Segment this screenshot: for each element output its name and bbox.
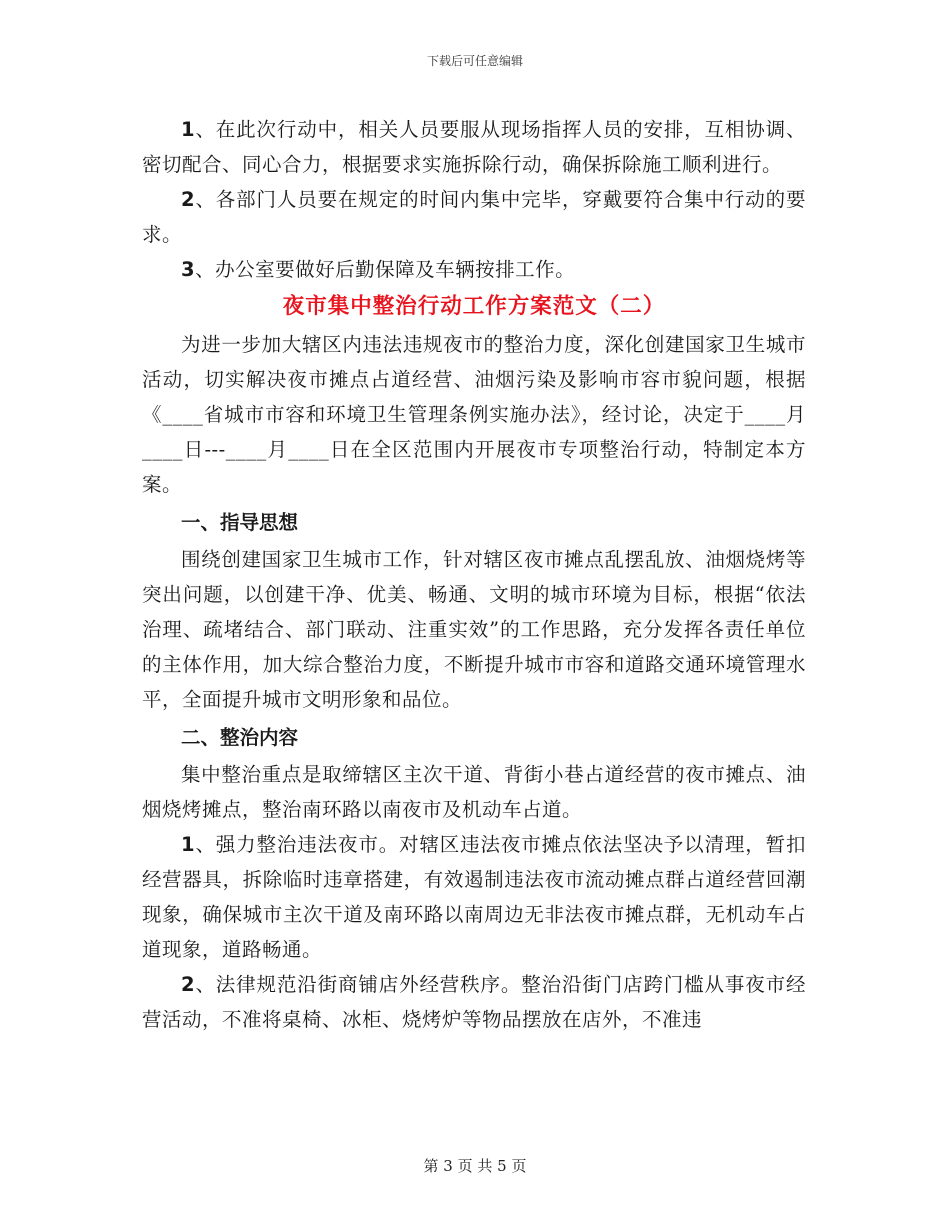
paragraph-item-2	[142, 182, 806, 252]
item-number: 1	[181, 118, 196, 141]
item-text: 、强力整治违法夜市。对辖区违法夜市摊点依法坚决予以清理，暂扣经营器具，拆除临时违章搭建，有效遏制违法夜市流动摊点群占道经营回潮现象，确保城市主次干道及南环路以南周边无非法夜市摊点群，无机动车占道现象，道路畅通。	[142, 833, 806, 961]
document-body	[142, 112, 806, 1037]
paragraph-item-3	[142, 252, 806, 287]
item-text: 、在此次行动中，相关人员要服从现场指挥人员的安排，互相协调、密切配合、同心合力，根据要求实施拆除行动，确保拆除施工顺利进行。	[142, 118, 806, 176]
section-heading-rectification-content: 二、整治内容	[181, 726, 299, 749]
item-number: 2	[181, 973, 196, 996]
paragraph-content-intro: 集中整治重点是取缔辖区主次干道、背街小巷占道经营的夜市摊点、油烟烧烤摊点，整治南环路以南夜市及机动车占道。	[142, 763, 806, 821]
section-heading-guiding-ideology: 一、指导思想	[181, 511, 299, 534]
item-text: 、各部门人员要在规定的时间内集中完毕，穿戴要符合集中行动的要求。	[142, 188, 806, 246]
paragraph-content-item-2	[142, 967, 806, 1037]
page-footer: 第 3 页 共 5 页	[423, 1157, 527, 1175]
item-text: 、办公室要做好后勤保障及车辆按排工作。	[195, 258, 576, 281]
item-text: 、法律规范沿街商铺店外经营秩序。整治沿街门店跨门槛从事夜市经营活动，不准将桌椅、冰柜、烧烤炉等物品摆放在店外，不准违	[142, 973, 806, 1031]
paragraph-guiding-ideology: 围绕创建国家卫生城市工作，针对辖区夜市摊点乱摆乱放、油烟烧烤等突出问题，以创建干净、优美、畅通、文明的城市环境为目标，根据“依法治理、疏堵结合、部门联动、注重实效”的工作思路，充分发挥各责任单位的主体作用，加大综合整治力度，不断提升城市市容和道路交通环境管理水平，全面提升城市文明形象和品位。	[142, 548, 806, 711]
paragraph-item-1	[142, 112, 806, 182]
document-title: 夜市集中整治行动工作方案范文（二）	[282, 294, 666, 319]
page-header: 下载后可任意编辑	[426, 54, 523, 68]
paragraph-intro: 为进一步加大辖区内违法违规夜市的整治力度，深化创建国家卫生城市活动，切实解决夜市摊点占道经营、油烟污染及影响市容市貌问题，根据《____省城市市容和环境卫生管理条例实施办法》，经讨论，决定于____月____日---____月____日在全区范围内开展夜市专项整治行动，特制定本方案。	[142, 333, 806, 496]
item-number: 1	[181, 833, 196, 856]
item-number: 3	[181, 258, 196, 281]
paragraph-content-item-1	[142, 827, 806, 967]
item-number: 2	[181, 188, 196, 211]
